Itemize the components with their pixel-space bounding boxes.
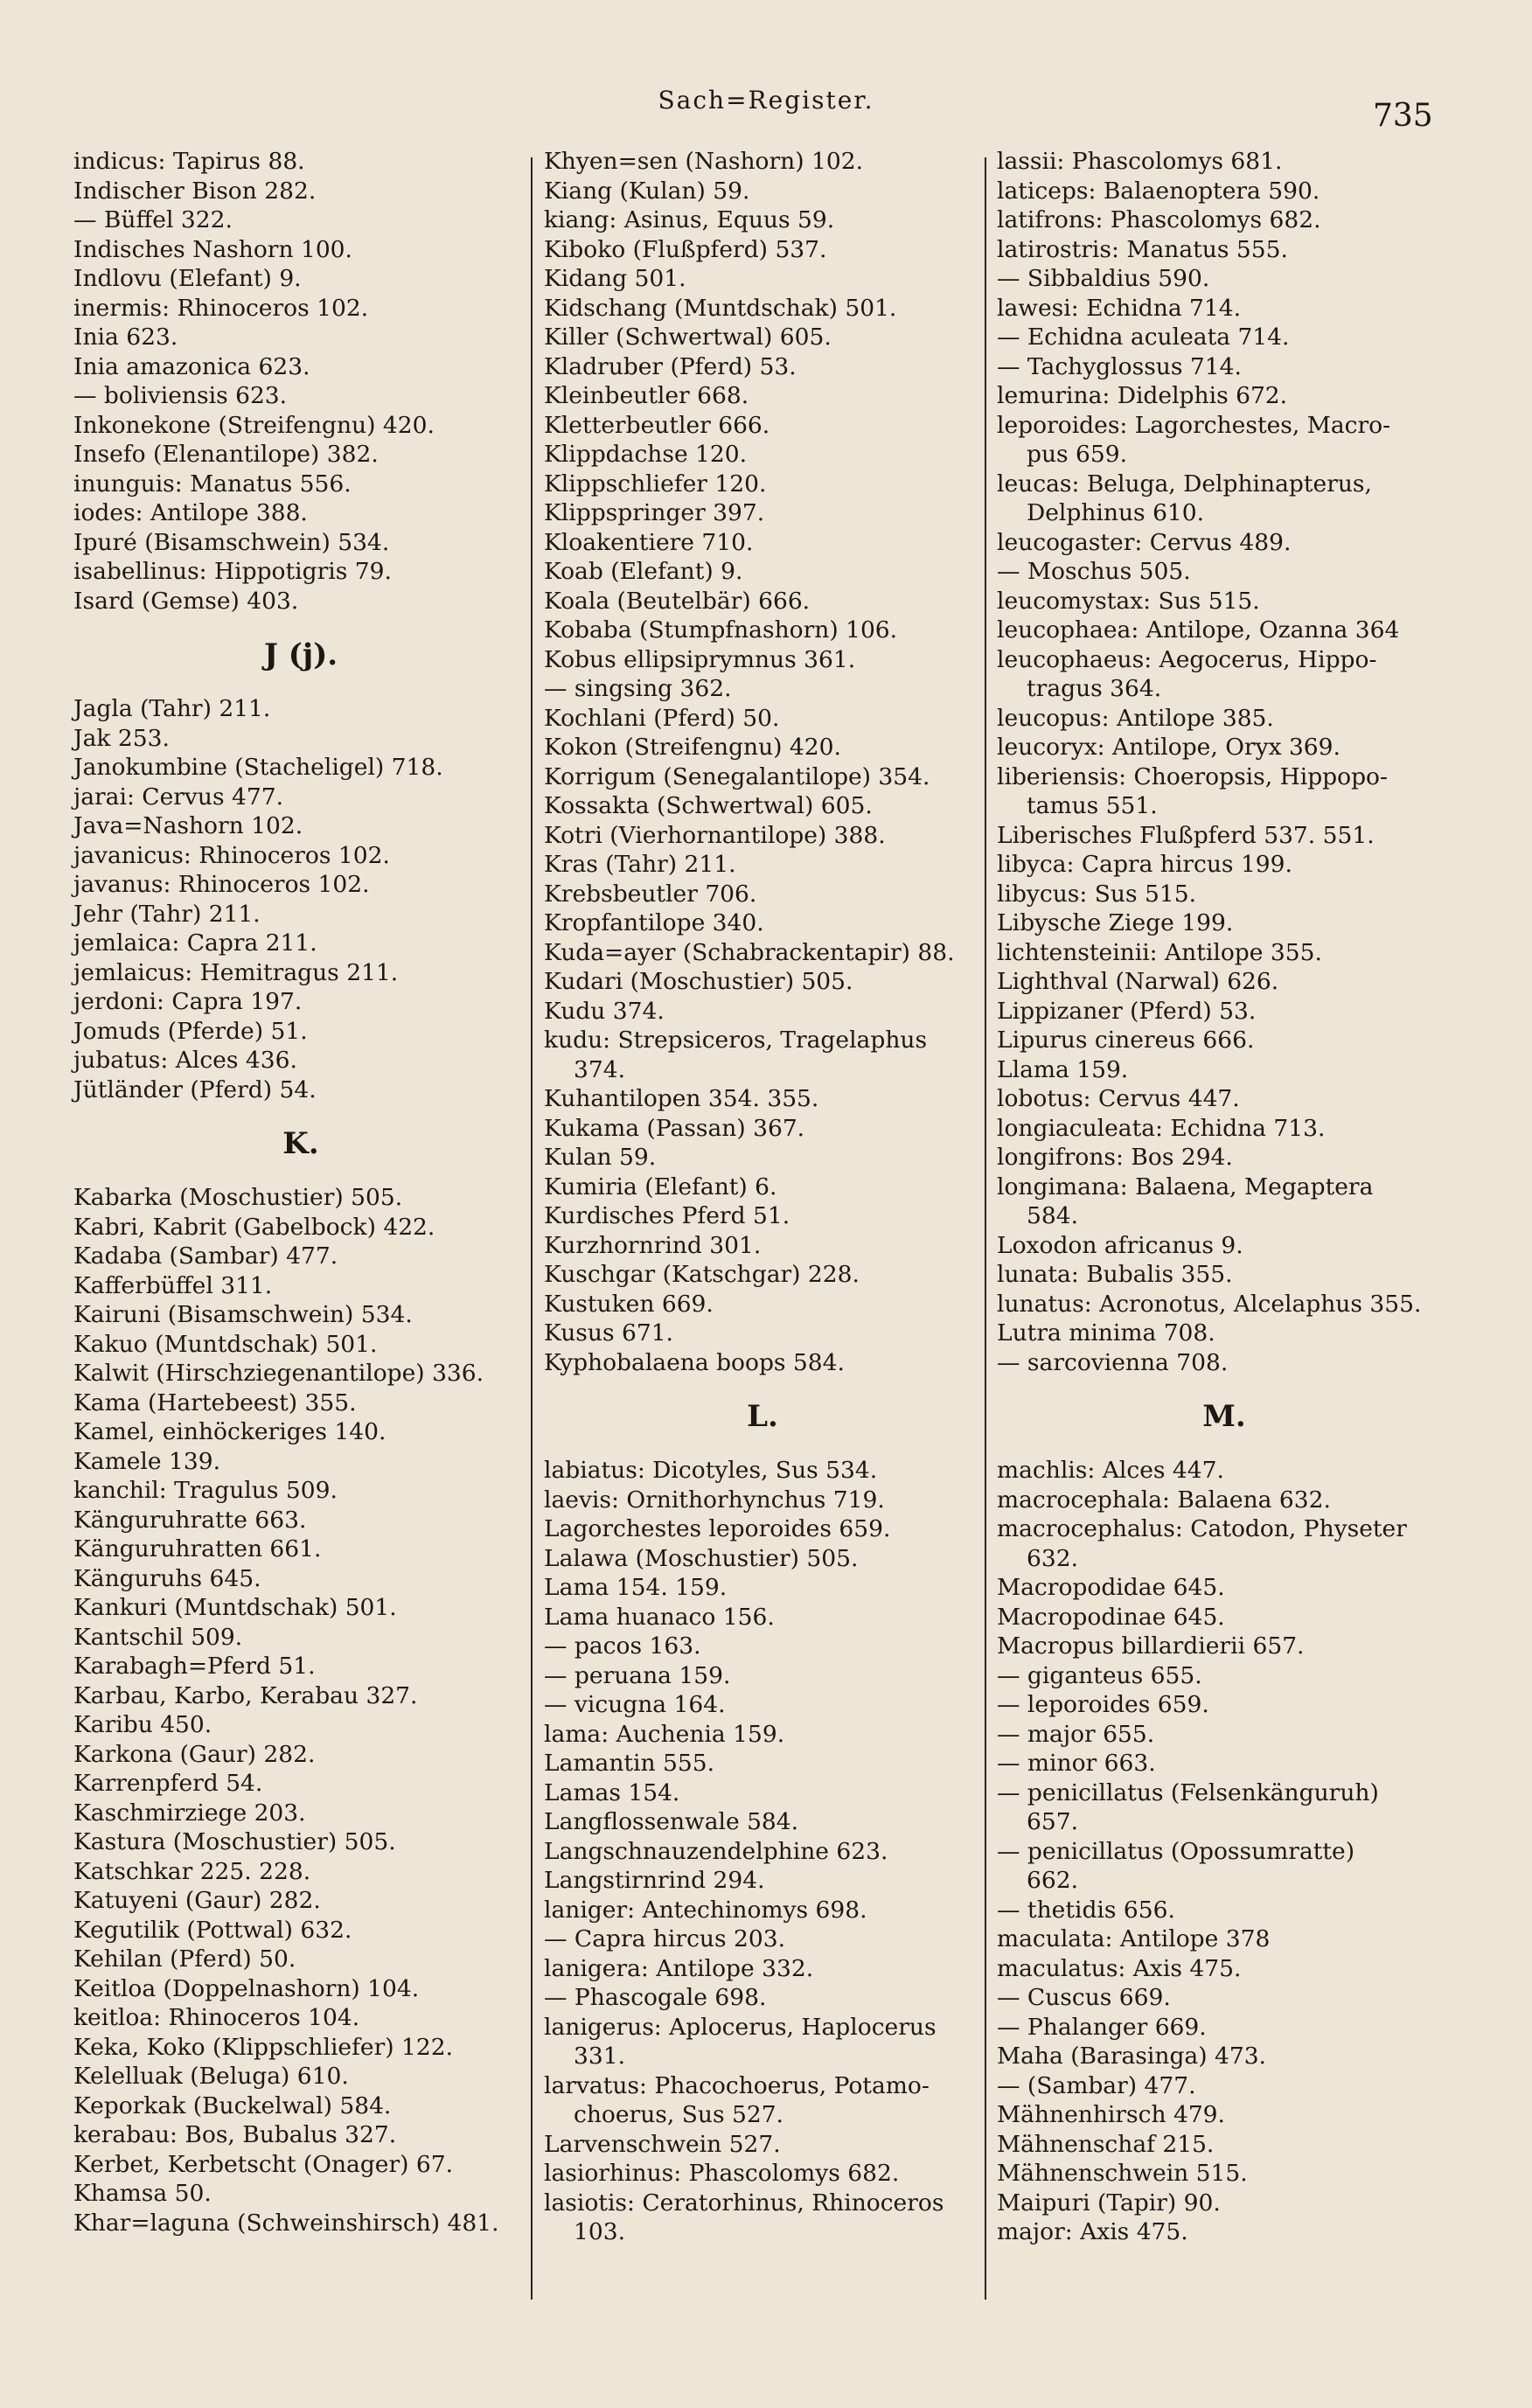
index-entry: iodes: Antilope 388. — [73, 499, 308, 526]
index-entry: Kakuo (Muntdschak) 501. — [73, 1330, 378, 1358]
index-entry: Langstirnrind 294. — [544, 1867, 765, 1894]
index-entry: Koab (Elefant) 9. — [544, 558, 743, 585]
index-entry: Katuyeni (Gaur) 282. — [73, 1887, 321, 1914]
index-entry: Lalawa (Moschustier) 505. — [544, 1544, 859, 1572]
index-entry: Maipuri (Tapir) 90. — [997, 2189, 1221, 2217]
index-column-3 — [997, 147, 1452, 2247]
index-entry: Karbau, Karbo, Kerabau 327. — [73, 1681, 418, 1709]
index-entry-continuation: 584. — [1027, 1202, 1079, 1229]
index-entry: — Phascogale 698. — [544, 1984, 767, 2011]
index-entry: — Capra hircus 203. — [544, 1925, 785, 1952]
index-entry: Java=Nashorn 102. — [73, 812, 303, 839]
index-entry-continuation: Delphinus 610. — [1027, 499, 1205, 526]
index-entry: longiaculeata: Echidna 713. — [997, 1114, 1326, 1142]
index-entry: Kuda=ayer (Schabrackentapir) 88. — [544, 938, 955, 966]
column-divider — [985, 157, 986, 2300]
index-entry: Jagla (Tahr) 211. — [73, 695, 271, 722]
index-entry: Kankuri (Muntdschak) 501. — [73, 1594, 397, 1621]
index-entry: Mähnenhirsch 479. — [997, 2101, 1225, 2128]
index-entry: leucogaster: Cervus 489. — [997, 528, 1292, 556]
index-entry: — Echidna aculeata 714. — [997, 324, 1290, 351]
index-entry: Kustuken 669. — [544, 1290, 714, 1318]
index-entry: Keitloa (Doppelnashorn) 104. — [73, 1974, 420, 2002]
index-entry: Lamas 154. — [544, 1778, 680, 1806]
index-entry: — penicillatus (Felsenkänguruh) — [997, 1778, 1379, 1806]
index-entry: macrocephala: Balaena 632. — [997, 1486, 1331, 1514]
index-entry: keitloa: Rhinoceros 104. — [73, 2004, 360, 2031]
index-entry: Kelelluak (Beluga) 610. — [73, 2063, 349, 2090]
index-entry: — thetidis 656. — [997, 1896, 1175, 1924]
index-entry: Kalwit (Hirschziegenantilope) 336. — [73, 1360, 484, 1387]
index-entry-continuation: 331. — [574, 2043, 626, 2070]
index-entry: Mähnenschaf 215. — [997, 2130, 1215, 2158]
section-letter-heading: J (j). — [263, 637, 338, 672]
index-entry-continuation: 374. — [574, 1055, 626, 1083]
index-entry: Kurdisches Pferd 51. — [544, 1202, 790, 1229]
index-entry: Kotri (Vierhornantilope) 388. — [544, 821, 886, 849]
index-entry: Kobus ellipsiprymnus 361. — [544, 645, 856, 673]
index-entry: kerabau: Bos, Bubalus 327. — [73, 2121, 397, 2148]
index-entry: Kleinbeutler 668. — [544, 382, 749, 409]
index-entry: Kobaba (Stumpfnashorn) 106. — [544, 616, 898, 644]
index-entry: Kladruber (Pferd) 53. — [544, 352, 797, 380]
index-entry: Kamele 139. — [73, 1447, 220, 1475]
index-entry: lasiotis: Ceratorhinus, Rhinoceros — [544, 2189, 944, 2217]
index-entry: Macropodidae 645. — [997, 1574, 1225, 1601]
index-entry-continuation: 662. — [1027, 1867, 1079, 1894]
index-entry: Khamsa 50. — [73, 2180, 212, 2207]
index-entry: Insefo (Elenantilope) 382. — [73, 441, 379, 468]
index-entry-continuation: pus 659. — [1027, 441, 1128, 468]
index-entry: — peruana 159. — [544, 1661, 731, 1689]
index-entry: Lippizaner (Pferd) 53. — [997, 997, 1257, 1025]
index-entry: indicus: Tapirus 88. — [73, 148, 305, 175]
index-entry: — (Sambar) 477. — [997, 2071, 1196, 2099]
index-entry: Kokon (Streifengnu) 420. — [544, 734, 841, 761]
index-entry: Killer (Schwertwal) 605. — [544, 324, 832, 351]
index-entry-continuation: choerus, Sus 527. — [574, 2101, 783, 2128]
index-entry: Kossakta (Schwertwal) 605. — [544, 792, 873, 819]
index-entry: javanus: Rhinoceros 102. — [73, 871, 370, 898]
index-entry: liberiensis: Choeropsis, Hippopo- — [997, 762, 1388, 790]
index-entry: longifrons: Bos 294. — [997, 1144, 1233, 1171]
index-entry-continuation: 103. — [574, 2218, 626, 2245]
index-entry: Karabagh=Pferd 51. — [73, 1653, 316, 1680]
index-entry: leucophaeus: Aegocerus, Hippo- — [997, 645, 1377, 673]
index-entry: maculata: Antilope 378 — [997, 1925, 1271, 1952]
index-entry: Kaschmirziege 203. — [73, 1799, 306, 1827]
index-entry: Klippspringer 397. — [544, 499, 765, 526]
index-entry: Känguruhratten 661. — [73, 1535, 322, 1562]
index-entry: Macropodinae 645. — [997, 1603, 1225, 1631]
index-entry: leucophaea: Antilope, Ozanna 364 — [997, 616, 1400, 644]
index-entry: Indisches Nashorn 100. — [73, 235, 352, 263]
index-entry: inunguis: Manatus 556. — [73, 470, 352, 498]
section-letter-heading: M. — [1202, 1399, 1246, 1434]
index-entry: Kiang (Kulan) 59. — [544, 177, 750, 205]
index-entry: — Tachyglossus 714. — [997, 352, 1242, 380]
index-entry: jemlaica: Capra 211. — [73, 929, 317, 957]
index-entry: — minor 663. — [997, 1750, 1156, 1777]
index-entry-continuation: tragus 364. — [1027, 675, 1162, 702]
index-entry: — Cuscus 669. — [997, 1984, 1171, 2011]
column-divider — [531, 157, 533, 2300]
index-entry: libycus: Sus 515. — [997, 880, 1196, 908]
index-entry: jerdoni: Capra 197. — [73, 988, 303, 1015]
index-entry: Kantschil 509. — [73, 1623, 243, 1651]
index-entry: Kukama (Passan) 367. — [544, 1114, 805, 1142]
index-entry: Jak 253. — [73, 724, 170, 752]
index-entry: Karibu 450. — [73, 1711, 212, 1738]
index-entry: leucopus: Antilope 385. — [997, 704, 1274, 732]
index-entry: — giganteus 655. — [997, 1661, 1202, 1689]
index-entry: leporoides: Lagorchestes, Macro- — [997, 411, 1391, 439]
index-entry: Klippdachse 120. — [544, 441, 748, 468]
index-entry: — boliviensis 623. — [73, 382, 288, 409]
index-entry: — leporoides 659. — [997, 1691, 1209, 1718]
index-entry: Kastura (Moschustier) 505. — [73, 1828, 396, 1855]
index-entry: Känguruhs 645. — [73, 1564, 261, 1592]
index-entry: Korrigum (Senegalantilope) 354. — [544, 762, 930, 790]
index-entry: Kochlani (Pferd) 50. — [544, 704, 780, 732]
index-entry: Katschkar 225. 228. — [73, 1857, 311, 1885]
index-entry: Loxodon africanus 9. — [997, 1231, 1243, 1259]
index-entry: Kiboko (Flußpferd) 537. — [544, 235, 827, 263]
index-entry: leucomystax: Sus 515. — [997, 587, 1260, 615]
page-number: 735 — [1373, 98, 1433, 134]
index-entry-continuation: 657. — [1027, 1808, 1079, 1835]
index-entry: jarai: Cervus 477. — [73, 783, 284, 811]
page-header-title: Sach=Register. — [658, 86, 874, 115]
index-entry: Kurzhornrind 301. — [544, 1231, 762, 1259]
index-entry: Kuschgar (Katschgar) 228. — [544, 1261, 860, 1288]
index-entry: Kegutilik (Pottwal) 632. — [73, 1916, 352, 1944]
section-letter-heading: L. — [747, 1399, 778, 1434]
index-entry: Indischer Bison 282. — [73, 177, 317, 205]
index-entry: leucas: Beluga, Delphinapterus, — [997, 470, 1372, 498]
index-entry: lama: Auchenia 159. — [544, 1720, 785, 1748]
index-entry: Liberisches Flußpferd 537. 551. — [997, 821, 1375, 849]
index-entry: Klippschliefer 120. — [544, 470, 767, 498]
index-entry: Kerbet, Kerbetscht (Onager) 67. — [73, 2150, 454, 2178]
index-entry: Kama (Hartebeest) 355. — [73, 1388, 357, 1416]
index-entry: Kulan 59. — [544, 1144, 657, 1171]
index-entry: Macropus billardierii 657. — [997, 1632, 1305, 1660]
index-entry: lemurina: Didelphis 672. — [997, 382, 1288, 409]
index-entry: Kloakentiere 710. — [544, 528, 754, 556]
index-entry: Kras (Tahr) 211. — [544, 851, 736, 878]
index-entry: lasiorhinus: Phascolomys 682. — [544, 2160, 900, 2187]
index-entry: Krebsbeutler 706. — [544, 880, 757, 908]
index-entry: Karrenpferd 54. — [73, 1770, 263, 1797]
index-entry: latifrons: Phascolomys 682. — [997, 206, 1321, 233]
index-entry: kanchil: Tragulus 509. — [73, 1477, 338, 1504]
index-entry: Khyen=sen (Nashorn) 102. — [544, 148, 864, 175]
index-entry: Inia amazonica 623. — [73, 352, 310, 380]
index-entry: Kropfantilope 340. — [544, 909, 764, 936]
index-entry: labiatus: Dicotyles, Sus 534. — [544, 1457, 878, 1484]
index-entry: — penicillatus (Opossumratte) — [997, 1837, 1355, 1865]
index-entry: Kidschang (Muntdschak) 501. — [544, 294, 897, 322]
index-entry: Kafferbüffel 311. — [73, 1271, 273, 1299]
index-entry: maculatus: Axis 475. — [997, 1954, 1242, 1982]
index-entry: — major 655. — [997, 1720, 1155, 1748]
index-entry: Kairuni (Bisamschwein) 534. — [73, 1301, 413, 1328]
index-entry: machlis: Alces 447. — [997, 1457, 1224, 1484]
index-column-2 — [544, 147, 981, 2247]
index-entry: Llama 159. — [997, 1055, 1129, 1083]
index-entry: Lamantin 555. — [544, 1750, 715, 1777]
index-entry: — sarcovienna 708. — [997, 1348, 1229, 1376]
index-entry: laevis: Ornithorhynchus 719. — [544, 1486, 885, 1514]
index-entry: Maha (Barasinga) 473. — [997, 2043, 1266, 2070]
index-entry: Lagorchestes leporoides 659. — [544, 1515, 891, 1542]
index-entry: kudu: Strepsiceros, Tragelaphus — [544, 1027, 928, 1054]
index-entry: lobotus: Cervus 447. — [997, 1085, 1240, 1112]
index-entry: Janokumbine (Stacheligel) 718. — [73, 754, 443, 781]
index-entry: — Phalanger 669. — [997, 2013, 1207, 2041]
index-entry: kiang: Asinus, Equus 59. — [544, 206, 835, 233]
index-entry: Jütländer (Pferd) 54. — [73, 1075, 317, 1103]
index-entry: Lama 154. 159. — [544, 1574, 728, 1601]
index-entry: Kehilan (Pferd) 50. — [73, 1945, 296, 1973]
index-entry: Kudu 374. — [544, 997, 665, 1025]
index-entry: Kumiria (Elefant) 6. — [544, 1173, 777, 1201]
index-entry: Libysche Ziege 199. — [997, 909, 1234, 936]
index-entry: — vicugna 164. — [544, 1691, 726, 1718]
index-entry: Keporkak (Buckelwal) 584. — [73, 2091, 392, 2119]
index-entry: Kidang 501. — [544, 265, 686, 292]
index-entry: Larvenschwein 527. — [544, 2130, 781, 2158]
index-entry: lawesi: Echidna 714. — [997, 294, 1242, 322]
index-entry: — singsing 362. — [544, 675, 732, 702]
index-entry: Mähnenschwein 515. — [997, 2160, 1248, 2187]
index-entry: Kyphobalaena boops 584. — [544, 1348, 845, 1376]
index-entry: Khar=laguna (Schweinshirsch) 481. — [73, 2209, 499, 2237]
index-entry: Kudari (Moschustier) 505. — [544, 968, 853, 995]
index-entry: Känguruhratte 663. — [73, 1506, 307, 1534]
index-entry: javanicus: Rhinoceros 102. — [73, 841, 390, 869]
index-entry: Koala (Beutelbär) 666. — [544, 587, 811, 615]
index-entry: latirostris: Manatus 555. — [997, 235, 1288, 263]
index-entry-continuation: tamus 551. — [1027, 792, 1158, 819]
index-entry: isabellinus: Hippotigris 79. — [73, 558, 392, 585]
index-entry: Ipuré (Bisamschwein) 534. — [73, 528, 390, 556]
index-entry: lassii: Phascolomys 681. — [997, 148, 1283, 175]
index-entry: Langflossenwale 584. — [544, 1808, 799, 1835]
index-entry: lichtensteinii: Antilope 355. — [997, 938, 1322, 966]
index-entry: — Sibbaldius 590. — [997, 265, 1210, 292]
index-entry: Jehr (Tahr) 211. — [73, 900, 261, 928]
index-column-1 — [73, 147, 528, 2237]
index-entry: Indlovu (Elefant) 9. — [73, 265, 302, 292]
index-entry-continuation: 632. — [1027, 1544, 1079, 1572]
index-entry: Lutra minima 708. — [997, 1319, 1215, 1347]
section-letter-heading: K. — [282, 1126, 319, 1161]
index-entry: — Büffel 322. — [73, 206, 233, 233]
index-entry: Lama huanaco 156. — [544, 1603, 775, 1631]
index-entry: Kabri, Kabrit (Gabelbock) 422. — [73, 1213, 435, 1241]
index-entry: inermis: Rhinoceros 102. — [73, 294, 369, 322]
index-entry: major: Axis 475. — [997, 2218, 1188, 2245]
index-entry: Kletterbeutler 666. — [544, 411, 770, 439]
index-entry: lanigera: Antilope 332. — [544, 1954, 814, 1982]
index-entry: — Moschus 505. — [997, 558, 1191, 585]
index-entry: Langschnauzendelphine 623. — [544, 1837, 888, 1865]
index-entry: Jomuds (Pferde) 51. — [73, 1017, 308, 1045]
index-entry: Kuhantilopen 354. 355. — [544, 1085, 819, 1112]
index-entry: Inkonekone (Streifengnu) 420. — [73, 411, 435, 439]
index-entry: Karkona (Gaur) 282. — [73, 1740, 316, 1768]
index-entry: Lipurus cinereus 666. — [997, 1027, 1255, 1054]
index-entry: Kamel, einhöckeriges 140. — [73, 1418, 386, 1445]
index-entry: Isard (Gemse) 403. — [73, 587, 299, 615]
index-entry: larvatus: Phacochoerus, Potamo- — [544, 2071, 930, 2099]
index-entry: Kusus 671. — [544, 1319, 673, 1347]
index-entry: Lighthval (Narwal) 626. — [997, 968, 1279, 995]
index-entry: macrocephalus: Catodon, Physeter — [997, 1515, 1407, 1542]
index-entry: Keka, Koko (Klippschliefer) 122. — [73, 2033, 454, 2061]
index-entry: leucoryx: Antilope, Oryx 369. — [997, 734, 1340, 761]
index-entry: lunatus: Acronotus, Alcelaphus 355. — [997, 1290, 1422, 1318]
index-entry: libyca: Capra hircus 199. — [997, 851, 1292, 878]
index-entry: jubatus: Alces 436. — [73, 1047, 297, 1074]
index-entry: laniger: Antechinomys 698. — [544, 1896, 867, 1924]
index-entry: laticeps: Balaenoptera 590. — [997, 177, 1320, 205]
index-entry: — pacos 163. — [544, 1632, 701, 1660]
index-entry: longimana: Balaena, Megaptera — [997, 1173, 1374, 1201]
index-entry: Kabarka (Moschustier) 505. — [73, 1184, 403, 1211]
index-entry: Kadaba (Sambar) 477. — [73, 1242, 338, 1270]
index-entry: Inia 623. — [73, 324, 178, 351]
index-entry: lunata: Bubalis 355. — [997, 1261, 1233, 1288]
index-entry: lanigerus: Aplocerus, Haplocerus — [544, 2013, 937, 2041]
index-entry: jemlaicus: Hemitragus 211. — [73, 958, 399, 986]
